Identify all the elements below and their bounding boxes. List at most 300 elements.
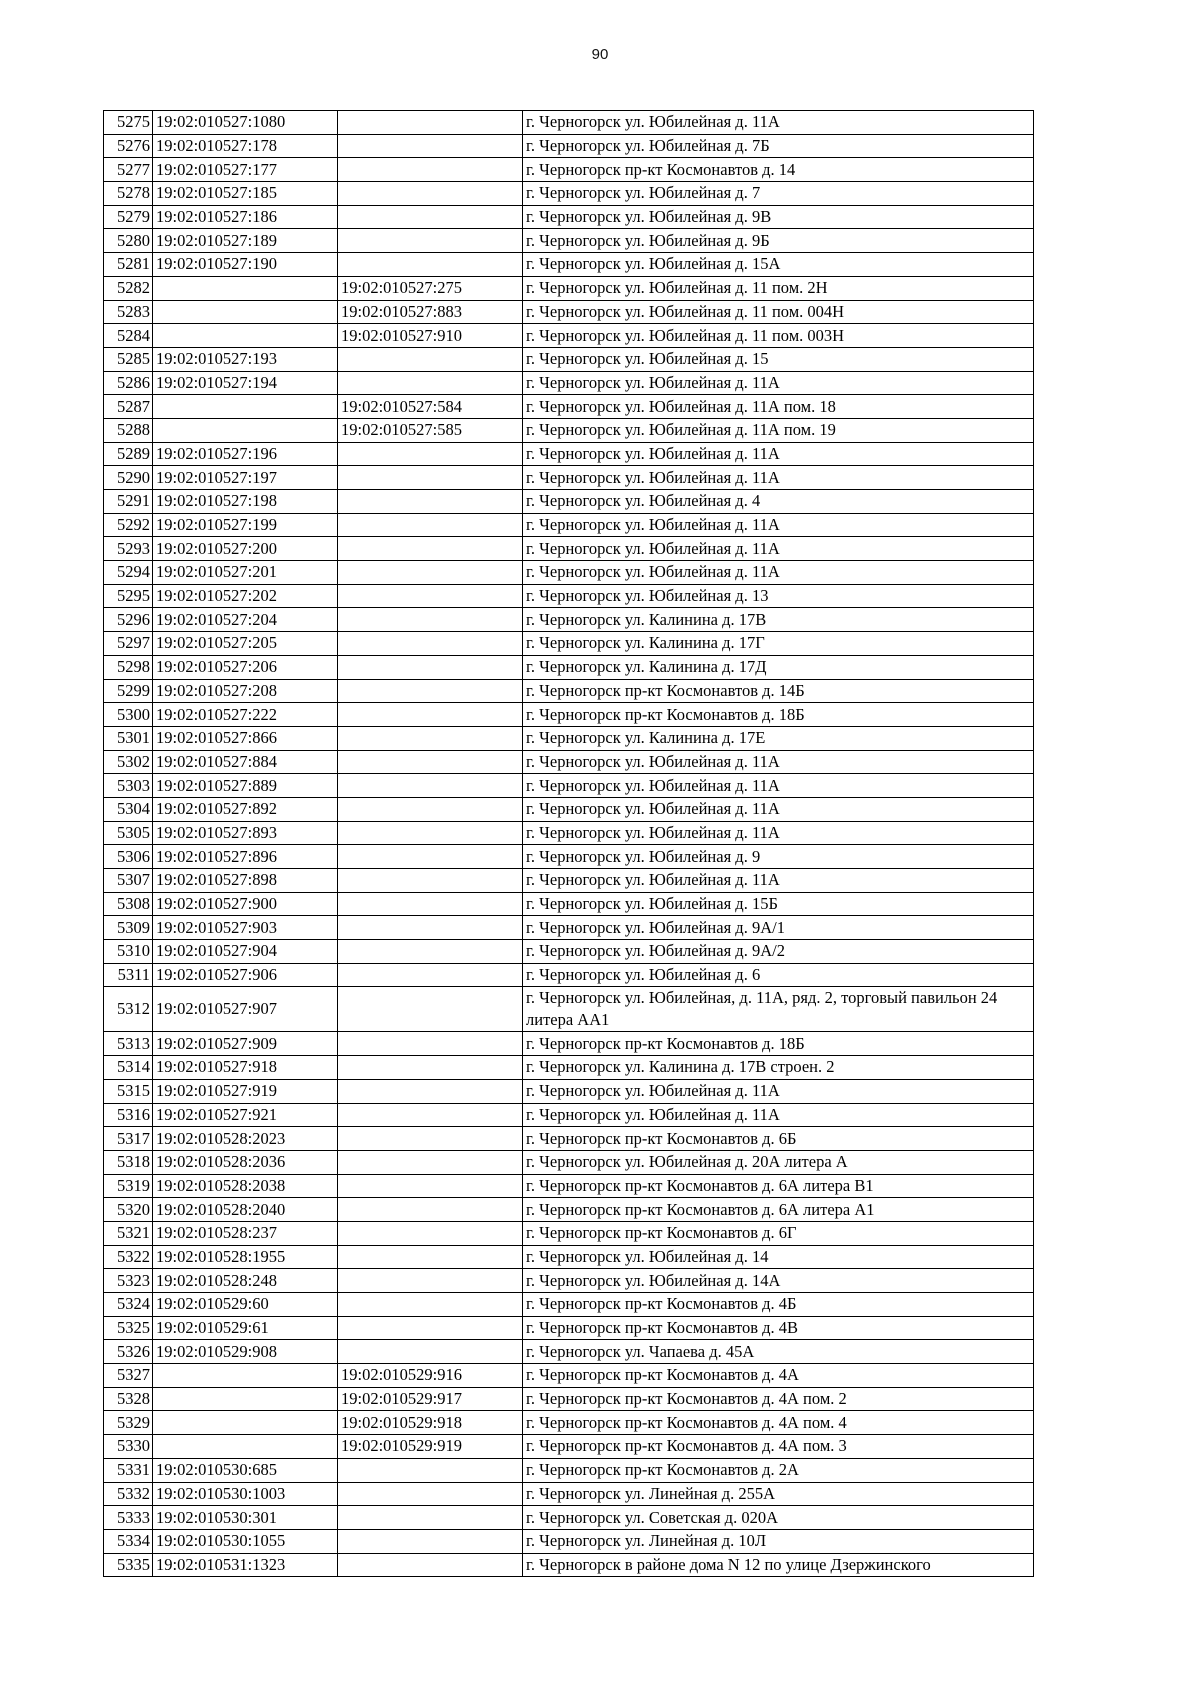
table-row: [104, 205, 1034, 229]
table-row: [104, 940, 1034, 964]
row-number-cell: 5293: [104, 537, 153, 561]
cadastral-number-parcel-cell: 19:02:010527:200: [153, 537, 338, 561]
address-cell: г. Черногорск ул. Юбилейная д. 11А: [523, 1079, 1034, 1103]
row-number-cell: 5312: [104, 987, 153, 1032]
address-cell: г. Черногорск пр-кт Космонавтов д. 4А: [523, 1364, 1034, 1388]
address-cell: г. Черногорск ул. Юбилейная д. 11 пом. 2Н: [523, 276, 1034, 300]
cadastral-number-parcel-cell: [153, 1364, 338, 1388]
address-cell: г. Черногорск пр-кт Космонавтов д. 6Б: [523, 1127, 1034, 1151]
cadastral-number-premises-cell: [338, 158, 523, 182]
address-cell: г. Черногорск ул. Юбилейная д. 11А: [523, 821, 1034, 845]
address-cell: г. Черногорск ул. Юбилейная д. 11А: [523, 442, 1034, 466]
table-row: [104, 1387, 1034, 1411]
table-row: [104, 347, 1034, 371]
table-row: [104, 442, 1034, 466]
row-number-cell: 5334: [104, 1529, 153, 1553]
table-row: [104, 158, 1034, 182]
cadastral-number-premises-cell: [338, 1293, 523, 1317]
cadastral-number-premises-cell: 19:02:010527:584: [338, 395, 523, 419]
table-row: [104, 229, 1034, 253]
table-row: [104, 1411, 1034, 1435]
row-number-cell: 5303: [104, 774, 153, 798]
row-number-cell: 5330: [104, 1435, 153, 1459]
cadastral-number-premises-cell: [338, 182, 523, 206]
cadastral-number-premises-cell: [338, 1269, 523, 1293]
cadastral-number-premises-cell: [338, 1245, 523, 1269]
cadastral-number-parcel-cell: 19:02:010527:185: [153, 182, 338, 206]
row-number-cell: 5307: [104, 869, 153, 893]
row-number-cell: 5311: [104, 963, 153, 987]
cadastral-number-premises-cell: [338, 1127, 523, 1151]
cadastral-number-premises-cell: [338, 963, 523, 987]
cadastral-number-premises-cell: 19:02:010529:917: [338, 1387, 523, 1411]
address-cell: г. Черногорск ул. Калинина д. 17Д: [523, 655, 1034, 679]
table-row: [104, 1458, 1034, 1482]
table-row: [104, 466, 1034, 490]
cadastral-number-parcel-cell: 19:02:010528:2038: [153, 1174, 338, 1198]
cadastral-number-parcel-cell: 19:02:010527:896: [153, 845, 338, 869]
cadastral-number-premises-cell: [338, 1198, 523, 1222]
row-number-cell: 5327: [104, 1364, 153, 1388]
table-row: [104, 774, 1034, 798]
cadastral-number-premises-cell: [338, 1316, 523, 1340]
address-cell: г. Черногорск ул. Юбилейная д. 15Б: [523, 892, 1034, 916]
row-number-cell: 5284: [104, 324, 153, 348]
cadastral-number-premises-cell: [338, 1032, 523, 1056]
table-row: [104, 655, 1034, 679]
address-cell: г. Черногорск ул. Юбилейная д. 11А: [523, 561, 1034, 585]
address-cell: г. Черногорск пр-кт Космонавтов д. 4Б: [523, 1293, 1034, 1317]
cadastral-number-parcel-cell: 19:02:010527:202: [153, 584, 338, 608]
cadastral-number-premises-cell: [338, 561, 523, 585]
cadastral-number-premises-cell: [338, 821, 523, 845]
cadastral-number-premises-cell: [338, 774, 523, 798]
row-number-cell: 5326: [104, 1340, 153, 1364]
table-row: [104, 1032, 1034, 1056]
cadastral-number-parcel-cell: 19:02:010527:201: [153, 561, 338, 585]
row-number-cell: 5301: [104, 726, 153, 750]
row-number-cell: 5297: [104, 632, 153, 656]
row-number-cell: 5283: [104, 300, 153, 324]
row-number-cell: 5328: [104, 1387, 153, 1411]
address-cell: г. Черногорск в районе дома N 12 по улице Дзержинского: [523, 1553, 1034, 1577]
table-row: [104, 1150, 1034, 1174]
address-cell: г. Черногорск пр-кт Космонавтов д. 4В: [523, 1316, 1034, 1340]
cadastral-number-premises-cell: [338, 1482, 523, 1506]
cadastral-number-premises-cell: [338, 134, 523, 158]
address-cell: г. Черногорск ул. Юбилейная д. 11А пом. 19: [523, 418, 1034, 442]
table-row: [104, 1435, 1034, 1459]
address-cell: г. Черногорск пр-кт Космонавтов д. 2А: [523, 1458, 1034, 1482]
cadastral-number-parcel-cell: 19:02:010528:237: [153, 1221, 338, 1245]
address-cell: г. Черногорск ул. Юбилейная д. 11А: [523, 466, 1034, 490]
row-number-cell: 5281: [104, 253, 153, 277]
row-number-cell: 5287: [104, 395, 153, 419]
table-row: [104, 1293, 1034, 1317]
cadastral-number-parcel-cell: [153, 300, 338, 324]
cadastral-number-premises-cell: [338, 1506, 523, 1530]
row-number-cell: 5305: [104, 821, 153, 845]
cadastral-number-premises-cell: [338, 466, 523, 490]
table-row: [104, 726, 1034, 750]
cadastral-number-parcel-cell: [153, 324, 338, 348]
cadastral-number-parcel-cell: 19:02:010527:205: [153, 632, 338, 656]
table-row: [104, 916, 1034, 940]
row-number-cell: 5279: [104, 205, 153, 229]
cadastral-number-parcel-cell: 19:02:010529:908: [153, 1340, 338, 1364]
row-number-cell: 5319: [104, 1174, 153, 1198]
address-cell: г. Черногорск ул. Калинина д. 17В: [523, 608, 1034, 632]
cadastral-number-parcel-cell: 19:02:010527:193: [153, 347, 338, 371]
address-cell: г. Черногорск ул. Юбилейная д. 9: [523, 845, 1034, 869]
address-cell: г. Черногорск ул. Линейная д. 10Л: [523, 1529, 1034, 1553]
table-row: [104, 1340, 1034, 1364]
row-number-cell: 5292: [104, 513, 153, 537]
cadastral-number-parcel-cell: 19:02:010527:904: [153, 940, 338, 964]
table-row: [104, 1127, 1034, 1151]
cadastral-number-premises-cell: [338, 1553, 523, 1577]
address-cell: г. Черногорск ул. Линейная д. 255А: [523, 1482, 1034, 1506]
address-cell: г. Черногорск пр-кт Космонавтов д. 4А пом. 3: [523, 1435, 1034, 1459]
cadastral-number-parcel-cell: 19:02:010528:1955: [153, 1245, 338, 1269]
row-number-cell: 5285: [104, 347, 153, 371]
address-cell: г. Черногорск ул. Юбилейная д. 11А: [523, 797, 1034, 821]
address-cell: г. Черногорск ул. Юбилейная д. 11А: [523, 750, 1034, 774]
row-number-cell: 5278: [104, 182, 153, 206]
cadastral-number-premises-cell: [338, 632, 523, 656]
address-cell: г. Черногорск ул. Юбилейная д. 11А: [523, 869, 1034, 893]
address-cell: г. Черногорск пр-кт Космонавтов д. 6Г: [523, 1221, 1034, 1245]
table-row: [104, 821, 1034, 845]
row-number-cell: 5324: [104, 1293, 153, 1317]
table-row: [104, 869, 1034, 893]
cadastral-number-parcel-cell: [153, 1387, 338, 1411]
address-cell: г. Черногорск пр-кт Космонавтов д. 4А пом. 4: [523, 1411, 1034, 1435]
cadastral-number-parcel-cell: 19:02:010528:2036: [153, 1150, 338, 1174]
row-number-cell: 5288: [104, 418, 153, 442]
cadastral-number-premises-cell: [338, 703, 523, 727]
cadastral-number-parcel-cell: [153, 418, 338, 442]
cadastral-number-parcel-cell: 19:02:010527:906: [153, 963, 338, 987]
cadastral-number-parcel-cell: [153, 395, 338, 419]
address-cell: г. Черногорск пр-кт Космонавтов д. 14: [523, 158, 1034, 182]
cadastral-number-premises-cell: [338, 1174, 523, 1198]
cadastral-number-premises-cell: [338, 513, 523, 537]
row-number-cell: 5314: [104, 1056, 153, 1080]
row-number-cell: 5318: [104, 1150, 153, 1174]
cadastral-number-parcel-cell: 19:02:010527:196: [153, 442, 338, 466]
cadastral-number-premises-cell: 19:02:010527:910: [338, 324, 523, 348]
cadastral-number-premises-cell: [338, 655, 523, 679]
row-number-cell: 5332: [104, 1482, 153, 1506]
table-row: [104, 418, 1034, 442]
row-number-cell: 5325: [104, 1316, 153, 1340]
table-row: [104, 182, 1034, 206]
table-row: [104, 750, 1034, 774]
cadastral-number-premises-cell: [338, 1079, 523, 1103]
cadastral-number-premises-cell: [338, 608, 523, 632]
table-row: [104, 1056, 1034, 1080]
address-cell: г. Черногорск ул. Юбилейная д. 15: [523, 347, 1034, 371]
row-number-cell: 5295: [104, 584, 153, 608]
cadastral-number-parcel-cell: 19:02:010527:190: [153, 253, 338, 277]
table-row: [104, 892, 1034, 916]
row-number-cell: 5277: [104, 158, 153, 182]
address-cell: г. Черногорск ул. Юбилейная д. 7: [523, 182, 1034, 206]
row-number-cell: 5282: [104, 276, 153, 300]
cadastral-number-premises-cell: [338, 987, 523, 1032]
address-cell: г. Черногорск ул. Юбилейная д. 9А/2: [523, 940, 1034, 964]
cadastral-number-parcel-cell: 19:02:010527:892: [153, 797, 338, 821]
cadastral-number-parcel-cell: 19:02:010527:208: [153, 679, 338, 703]
cadastral-number-premises-cell: 19:02:010529:916: [338, 1364, 523, 1388]
cadastral-number-premises-cell: [338, 1529, 523, 1553]
cadastral-number-parcel-cell: 19:02:010530:1055: [153, 1529, 338, 1553]
cadastral-number-premises-cell: [338, 726, 523, 750]
address-cell: г. Черногорск ул. Юбилейная д. 11А: [523, 111, 1034, 135]
cadastral-number-premises-cell: [338, 111, 523, 135]
address-cell: г. Черногорск ул. Калинина д. 17Е: [523, 726, 1034, 750]
table-row: [104, 1529, 1034, 1553]
address-cell: г. Черногорск ул. Юбилейная д. 11А: [523, 1103, 1034, 1127]
cadastral-number-premises-cell: [338, 1056, 523, 1080]
cadastral-number-parcel-cell: 19:02:010527:198: [153, 490, 338, 514]
cadastral-number-parcel-cell: 19:02:010527:893: [153, 821, 338, 845]
table-row: [104, 490, 1034, 514]
row-number-cell: 5294: [104, 561, 153, 585]
address-cell: г. Черногорск пр-кт Космонавтов д. 18Б: [523, 1032, 1034, 1056]
table-row: [104, 324, 1034, 348]
table-row: [104, 371, 1034, 395]
row-number-cell: 5335: [104, 1553, 153, 1577]
cadastral-number-parcel-cell: 19:02:010527:199: [153, 513, 338, 537]
cadastral-number-premises-cell: [338, 679, 523, 703]
table-row: [104, 513, 1034, 537]
address-cell: г. Черногорск ул. Юбилейная д. 20А литера А: [523, 1150, 1034, 1174]
table-row: [104, 703, 1034, 727]
address-cell: г. Черногорск пр-кт Космонавтов д. 6А литера А1: [523, 1198, 1034, 1222]
row-number-cell: 5299: [104, 679, 153, 703]
address-cell: г. Черногорск ул. Юбилейная, д. 11А, ряд. 2, торговый павильон 24 литера АА1: [523, 987, 1034, 1032]
cadastral-number-parcel-cell: 19:02:010527:909: [153, 1032, 338, 1056]
table-row: [104, 1079, 1034, 1103]
address-cell: г. Черногорск ул. Юбилейная д. 13: [523, 584, 1034, 608]
cadastral-number-parcel-cell: 19:02:010527:1080: [153, 111, 338, 135]
table-row: [104, 1269, 1034, 1293]
row-number-cell: 5300: [104, 703, 153, 727]
address-cell: г. Черногорск ул. Чапаева д. 45А: [523, 1340, 1034, 1364]
cadastral-number-parcel-cell: 19:02:010527:918: [153, 1056, 338, 1080]
table-row: [104, 963, 1034, 987]
cadastral-number-premises-cell: [338, 347, 523, 371]
cadastral-number-premises-cell: [338, 797, 523, 821]
cadastral-number-parcel-cell: 19:02:010527:900: [153, 892, 338, 916]
table-row: [104, 1221, 1034, 1245]
address-cell: г. Черногорск ул. Юбилейная д. 11А: [523, 513, 1034, 537]
row-number-cell: 5310: [104, 940, 153, 964]
cadastral-number-premises-cell: [338, 845, 523, 869]
row-number-cell: 5322: [104, 1245, 153, 1269]
cadastral-number-parcel-cell: 19:02:010529:60: [153, 1293, 338, 1317]
row-number-cell: 5317: [104, 1127, 153, 1151]
cadastral-number-premises-cell: [338, 750, 523, 774]
cadastral-number-parcel-cell: 19:02:010528:248: [153, 1269, 338, 1293]
table-row: [104, 561, 1034, 585]
table-row: [104, 1364, 1034, 1388]
table-row: [104, 845, 1034, 869]
cadastral-number-parcel-cell: 19:02:010527:204: [153, 608, 338, 632]
table-row: [104, 1103, 1034, 1127]
row-number-cell: 5329: [104, 1411, 153, 1435]
row-number-cell: 5276: [104, 134, 153, 158]
row-number-cell: 5275: [104, 111, 153, 135]
cadastral-number-parcel-cell: 19:02:010531:1323: [153, 1553, 338, 1577]
cadastral-number-parcel-cell: 19:02:010527:898: [153, 869, 338, 893]
cadastral-number-premises-cell: [338, 892, 523, 916]
cadastral-number-parcel-cell: 19:02:010527:178: [153, 134, 338, 158]
row-number-cell: 5296: [104, 608, 153, 632]
cadastral-number-parcel-cell: 19:02:010527:206: [153, 655, 338, 679]
cadastral-number-premises-cell: [338, 253, 523, 277]
cadastral-number-parcel-cell: 19:02:010530:301: [153, 1506, 338, 1530]
cadastral-number-premises-cell: [338, 442, 523, 466]
cadastral-number-parcel-cell: 19:02:010529:61: [153, 1316, 338, 1340]
cadastral-number-premises-cell: [338, 584, 523, 608]
table-row: [104, 395, 1034, 419]
table-row: [104, 111, 1034, 135]
table-row: [104, 276, 1034, 300]
cadastral-number-premises-cell: 19:02:010529:918: [338, 1411, 523, 1435]
address-cell: г. Черногорск ул. Советская д. 020А: [523, 1506, 1034, 1530]
row-number-cell: 5280: [104, 229, 153, 253]
table-row: [104, 253, 1034, 277]
cadastral-number-premises-cell: [338, 371, 523, 395]
cadastral-number-premises-cell: [338, 1221, 523, 1245]
address-cell: г. Черногорск ул. Калинина д. 17В строен. 2: [523, 1056, 1034, 1080]
table-row: [104, 1316, 1034, 1340]
address-cell: г. Черногорск ул. Юбилейная д. 11А: [523, 537, 1034, 561]
address-cell: г. Черногорск ул. Юбилейная д. 11 пом. 004Н: [523, 300, 1034, 324]
row-number-cell: 5308: [104, 892, 153, 916]
cadastral-number-premises-cell: [338, 229, 523, 253]
cadastral-number-parcel-cell: 19:02:010527:903: [153, 916, 338, 940]
cadastral-number-parcel-cell: 19:02:010527:186: [153, 205, 338, 229]
cadastral-number-premises-cell: [338, 1150, 523, 1174]
row-number-cell: 5331: [104, 1458, 153, 1482]
table-row: [104, 1553, 1034, 1577]
row-number-cell: 5320: [104, 1198, 153, 1222]
address-cell: г. Черногорск ул. Юбилейная д. 14А: [523, 1269, 1034, 1293]
row-number-cell: 5290: [104, 466, 153, 490]
address-cell: г. Черногорск пр-кт Космонавтов д. 18Б: [523, 703, 1034, 727]
cadastral-number-parcel-cell: 19:02:010527:189: [153, 229, 338, 253]
cadastral-number-premises-cell: [338, 537, 523, 561]
cadastral-number-parcel-cell: 19:02:010530:685: [153, 1458, 338, 1482]
address-cell: г. Черногорск пр-кт Космонавтов д. 6А литера В1: [523, 1174, 1034, 1198]
address-cell: г. Черногорск ул. Юбилейная д. 11 пом. 003Н: [523, 324, 1034, 348]
row-number-cell: 5313: [104, 1032, 153, 1056]
address-cell: г. Черногорск ул. Калинина д. 17Г: [523, 632, 1034, 656]
table-row: [104, 679, 1034, 703]
row-number-cell: 5333: [104, 1506, 153, 1530]
table-row: [104, 584, 1034, 608]
table-row: [104, 632, 1034, 656]
cadastral-number-parcel-cell: 19:02:010527:919: [153, 1079, 338, 1103]
cadastral-number-premises-cell: [338, 205, 523, 229]
cadastral-number-parcel-cell: 19:02:010527:194: [153, 371, 338, 395]
cadastral-number-parcel-cell: 19:02:010530:1003: [153, 1482, 338, 1506]
address-cell: г. Черногорск ул. Юбилейная д. 11А пом. 18: [523, 395, 1034, 419]
row-number-cell: 5323: [104, 1269, 153, 1293]
cadastral-number-premises-cell: [338, 1103, 523, 1127]
address-cell: г. Черногорск ул. Юбилейная д. 9В: [523, 205, 1034, 229]
cadastral-number-premises-cell: [338, 1340, 523, 1364]
cadastral-number-parcel-cell: 19:02:010527:889: [153, 774, 338, 798]
row-number-cell: 5289: [104, 442, 153, 466]
cadastral-number-parcel-cell: [153, 1435, 338, 1459]
cadastral-number-premises-cell: [338, 490, 523, 514]
address-cell: г. Черногорск пр-кт Космонавтов д. 14Б: [523, 679, 1034, 703]
row-number-cell: 5315: [104, 1079, 153, 1103]
cadastral-number-premises-cell: 19:02:010527:585: [338, 418, 523, 442]
page-number: 90: [591, 46, 609, 63]
table-row: [104, 608, 1034, 632]
cadastral-number-premises-cell: [338, 940, 523, 964]
cadastral-number-parcel-cell: 19:02:010527:907: [153, 987, 338, 1032]
cadastral-number-parcel-cell: 19:02:010528:2040: [153, 1198, 338, 1222]
address-cell: г. Черногорск ул. Юбилейная д. 7Б: [523, 134, 1034, 158]
cadastral-number-parcel-cell: 19:02:010528:2023: [153, 1127, 338, 1151]
row-number-cell: 5321: [104, 1221, 153, 1245]
address-cell: г. Черногорск ул. Юбилейная д. 6: [523, 963, 1034, 987]
cadastral-number-premises-cell: [338, 1458, 523, 1482]
cadastral-number-parcel-cell: 19:02:010527:866: [153, 726, 338, 750]
cadastral-number-parcel-cell: 19:02:010527:222: [153, 703, 338, 727]
row-number-cell: 5286: [104, 371, 153, 395]
row-number-cell: 5306: [104, 845, 153, 869]
cadastral-number-premises-cell: 19:02:010527:883: [338, 300, 523, 324]
registry-table-body: [104, 111, 1034, 1577]
table-row: [104, 300, 1034, 324]
table-row: [104, 537, 1034, 561]
table-row: [104, 1506, 1034, 1530]
cadastral-number-premises-cell: 19:02:010527:275: [338, 276, 523, 300]
cadastral-number-parcel-cell: [153, 276, 338, 300]
table-row: [104, 1482, 1034, 1506]
registry-table: [103, 110, 1034, 1577]
cadastral-number-parcel-cell: 19:02:010527:177: [153, 158, 338, 182]
cadastral-number-premises-cell: [338, 916, 523, 940]
table-row: [104, 1198, 1034, 1222]
address-cell: г. Черногорск ул. Юбилейная д. 11А: [523, 371, 1034, 395]
table-row: [104, 1245, 1034, 1269]
address-cell: г. Черногорск ул. Юбилейная д. 4: [523, 490, 1034, 514]
address-cell: г. Черногорск ул. Юбилейная д. 14: [523, 1245, 1034, 1269]
table-row: [104, 134, 1034, 158]
address-cell: г. Черногорск ул. Юбилейная д. 9Б: [523, 229, 1034, 253]
address-cell: г. Черногорск ул. Юбилейная д. 15А: [523, 253, 1034, 277]
table-row: [104, 987, 1034, 1032]
cadastral-number-premises-cell: [338, 869, 523, 893]
address-cell: г. Черногорск ул. Юбилейная д. 9А/1: [523, 916, 1034, 940]
cadastral-number-parcel-cell: [153, 1411, 338, 1435]
address-cell: г. Черногорск пр-кт Космонавтов д. 4А пом. 2: [523, 1387, 1034, 1411]
cadastral-number-parcel-cell: 19:02:010527:197: [153, 466, 338, 490]
row-number-cell: 5304: [104, 797, 153, 821]
table-row: [104, 1174, 1034, 1198]
row-number-cell: 5291: [104, 490, 153, 514]
address-cell: г. Черногорск ул. Юбилейная д. 11А: [523, 774, 1034, 798]
